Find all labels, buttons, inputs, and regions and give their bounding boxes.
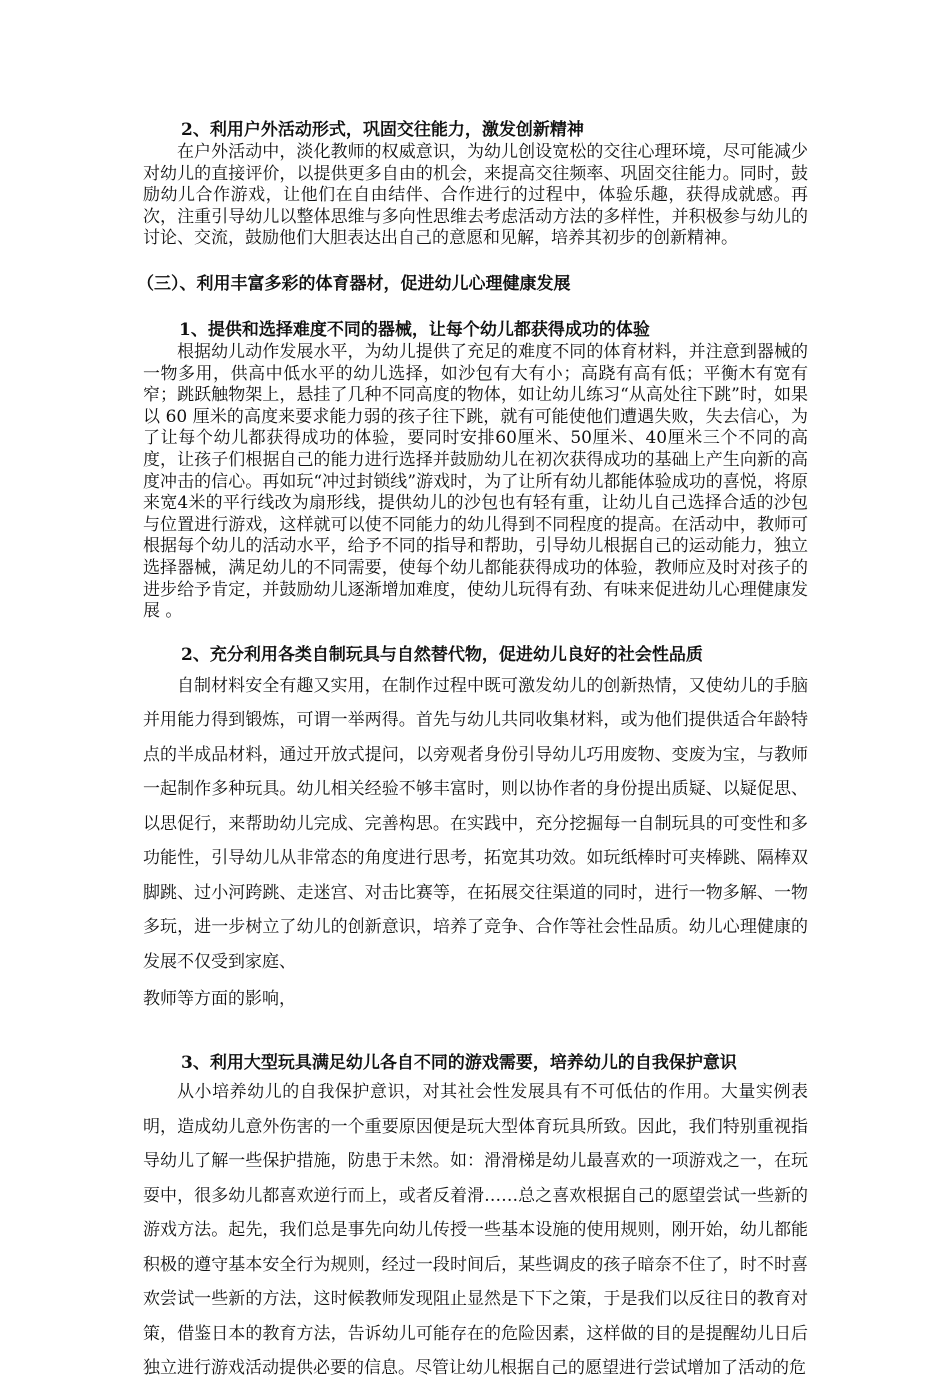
section-heading-equipment-difficulty: 1、提供和选择难度不同的器械，让每个幼儿都获得成功的体验 bbox=[179, 319, 650, 340]
part-heading-sports-equipment: （三）、利用丰富多彩的体育器材，促进幼儿心理健康发展 bbox=[137, 273, 571, 294]
paragraph-homemade-toys: 自制材料安全有趣又实用，在制作过程中既可激发幼儿的创新热情，又使幼儿的手脑并用能力得到锻炼，可谓一举两得。首先与幼儿共同收集材料，或为他们提供适合年龄特点的半成品材料，通过开放式提问，以旁观者身份引导幼儿巧用废物、变废为宝，与教师一起制作多种玩具。幼儿相关经验不够丰富时，则以协作者的身份提出质疑、以疑促思、以思促行，来帮助幼儿完成、完善构思。在实践中，充分挖掘每一自制玩具的可变性和多功能性，引导幼儿从非常态的角度进行思考，拓宽其功效。如玩纸棒时可夹棒跳、隔棒双脚跳、过小河跨跳、走迷宫、对击比赛等，在拓展交往渠道的同时，进行一物多解、一物多玩，进一步树立了幼儿的创新意识，培养了竞争、合作等社会性品质。幼儿心理健康的发展不仅受到家庭、 bbox=[143, 675, 808, 972]
paragraph-homemade-toys-tail: 教师等方面的影响， bbox=[143, 989, 296, 1010]
document-page bbox=[137, 118, 808, 1386]
paragraph-large-toys: 从小培养幼儿的自我保护意识，对其社会性发展具有不可低估的作用。大量实例表明，造成幼儿意外伤害的一个重要原因便是玩大型体育玩具所致。因此，我们特别重视指导幼儿了解一些保护措施，防患于未然。如：滑滑梯是幼儿最喜欢的一项游戏之一，在玩耍中，很多幼儿都喜欢逆行而上，或者反着滑……总之喜欢根据自己的愿望尝试一些新的游戏方法。起先，我们总是事先向幼儿传授一些基本设施的使用规则，刚开始，幼儿都能积极的遵守基本安全行为规则，经过一段时间后，某些调皮的孩子暗奈不住了，时不时喜欢尝试一些新的方法，这时候教师发现阻止显然是下下之策，于是我们以反往日的教育对策，借鉴日本的教育方法，告诉幼儿可能存在的危险因素，这样做的目的是提醒幼儿日后独立进行游戏活动提供必要的信息。尽管让幼儿根据自己的愿望进行尝试增加了活动的危 bbox=[143, 1082, 808, 1379]
section-heading-outdoor-activity: 2、利用户外活动形式，巩固交往能力，激发创新精神 bbox=[181, 120, 584, 140]
paragraph-equipment-difficulty: 根据幼儿动作发展水平，为幼儿提供了充足的难度不同的体育材料，并注意到器械的一物多用，供高中低水平的幼儿选择，如沙包有大有小；高跷有高有低；平衡木有宽有窄；跳跃触物架上，悬挂了几种不同高度的物体，如让幼儿练习“从高处往下跳”时，如果以 60 厘米的高度来要求能力弱的孩子往下跳，就有可能使他们遭遇失败，失去信心，为了让每个幼儿都获得成功的体验，要同时安排60厘米、50厘米、40厘米三个不同的高度，让孩子们根据自己的能力进行选择并鼓励幼儿在初次获得成功的基础上产生向新的高度冲击的信心。再如玩“冲过封锁线”游戏时，为了让所有幼儿都能体验成功的喜悦，将原来宽4米的平行线改为扇形线，提供幼儿的沙包也有轻有重，让幼儿自己选择合适的沙包与位置进行游戏，这样就可以使不同能力的幼儿得到不同程度的提高。在活动中，教师可根据每个幼儿的活动水平，给予不同的指导和帮助，引导幼儿根据自己的运动能力，独立选择器械，满足幼儿的不同需要，使每个幼儿都能获得成功的体验，教师应及时对孩子的进步给予肯定，并鼓励幼儿逐渐增加难度，使幼儿玩得有劲、有味来促进幼儿心理健康发展 。 bbox=[143, 341, 808, 622]
section-heading-homemade-toys: 2、充分利用各类自制玩具与自然替代物，促进幼儿良好的社会性品质 bbox=[181, 644, 703, 665]
section-heading-large-toys: 3、利用大型玩具满足幼儿各自不同的游戏需要，培养幼儿的自我保护意识 bbox=[181, 1053, 737, 1074]
paragraph-outdoor-activity: 在户外活动中，淡化教师的权威意识，为幼儿创设宽松的交往心理环境，尽可能减少对幼儿的直接评价，以提供更多自由的机会，来提高交往频率、巩固交往能力。同时，鼓励幼儿合作游戏，让他们在自由结伴、合作进行的过程中，体验乐趣，获得成就感。再次，注重引导幼儿以整体思维与多向性思维去考虑活动方法的多样性，并积极参与幼儿的讨论、交流，鼓励他们大胆表达出自己的意愿和见解，培养其初步的创新精神。 bbox=[143, 142, 808, 249]
